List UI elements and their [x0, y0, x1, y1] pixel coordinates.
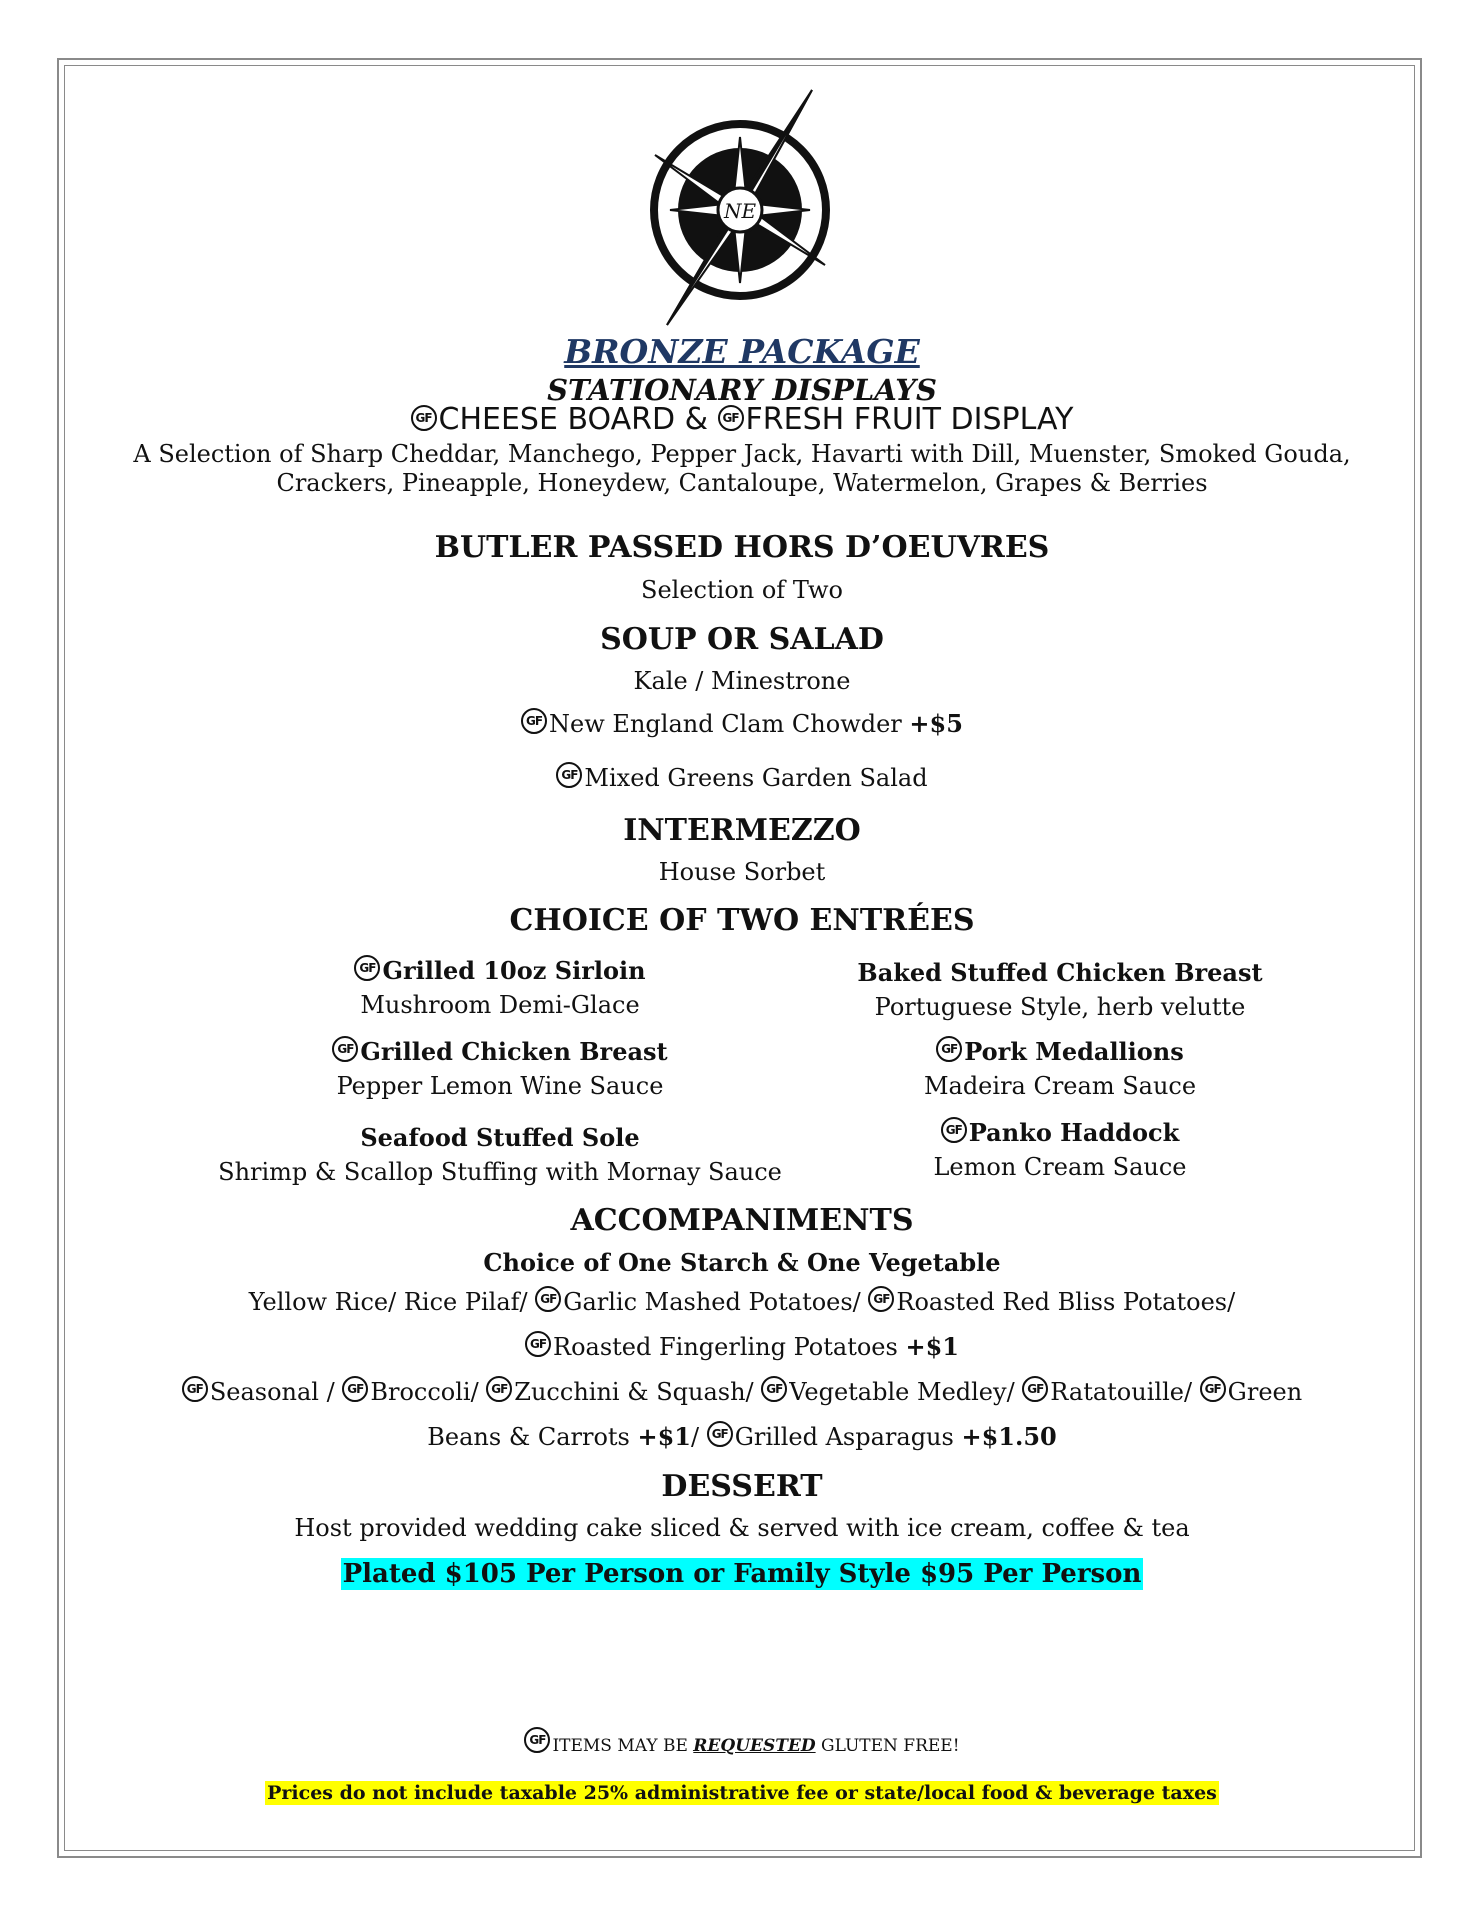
fruit-display-label: FRESH FRUIT DISPLAY [745, 402, 1074, 437]
gf-note-text-end: GLUTEN FREE! [815, 1736, 960, 1756]
pricing-line [0, 1559, 1484, 1589]
starch-options: Yellow Rice/ Rice Pilaf/ [248, 1288, 536, 1316]
asparagus-price: +$1.50 [961, 1422, 1057, 1451]
gf-icon: GF [486, 1376, 512, 1402]
hors-heading: BUTLER PASSED HORS D’OEUVRES [434, 530, 1050, 565]
entree-name-text: Panko Haddock [968, 1118, 1180, 1147]
fingerling-price: +$1 [905, 1332, 959, 1361]
gf-icon: GF [936, 1036, 962, 1062]
soup-item-kale: Kale / Minestrone [633, 667, 851, 695]
stationary-display-line [0, 402, 1484, 437]
stationary-desc-line1: A Selection of Sharp Cheddar, Manchego, Pepper Jack, Havarti with Dill, Muenster, Smoked Gouda, [133, 440, 1351, 468]
gf-icon: GF [718, 405, 744, 431]
entree-name [200, 955, 800, 985]
gf-icon: GF [941, 1117, 967, 1143]
accompaniments-subheading: Choice of One Starch & One Vegetable [483, 1248, 1001, 1277]
accompaniments-line2 [0, 1331, 1484, 1361]
stationary-heading: STATIONARY DISPLAYS [547, 373, 937, 407]
tax-note-line [0, 1782, 1484, 1804]
gf-icon: GF [535, 1286, 561, 1312]
gf-note-text: ITEMS MAY BE [552, 1736, 694, 1756]
zucchini: Zucchini & Squash/ [514, 1378, 762, 1406]
entree-name: Seafood Stuffed Sole [360, 1123, 640, 1152]
pricing-highlight: Plated $105 Per Person or Family Style $95 Per Person [342, 1559, 1142, 1589]
gf-icon: GF [1022, 1376, 1048, 1402]
compass-rose-logo [625, 85, 865, 335]
gf-icon: GF [354, 955, 380, 981]
entree-right-3 [800, 1117, 1320, 1181]
beans-price: +$1 [637, 1422, 691, 1451]
entree-left-2 [200, 1036, 800, 1100]
gf-icon: GF [1200, 1376, 1226, 1402]
accompaniments-line4 [0, 1421, 1484, 1451]
gf-note [0, 1727, 1484, 1756]
entree-name [800, 1117, 1320, 1147]
salad-label: Mixed Greens Garden Salad [584, 764, 928, 792]
entree-name [800, 1036, 1320, 1066]
gf-icon: GF [707, 1421, 733, 1447]
separator: / [691, 1423, 707, 1451]
ratatouille: Ratatouille/ [1050, 1378, 1200, 1406]
accompaniments-heading: ACCOMPANIMENTS [570, 1203, 914, 1238]
entree-desc: Mushroom Demi-Glace [360, 991, 640, 1019]
gf-icon: GF [868, 1286, 894, 1312]
gf-icon: GF [411, 405, 437, 431]
asparagus: Grilled Asparagus [734, 1423, 962, 1451]
entree-desc: Pepper Lemon Wine Sauce [336, 1072, 664, 1100]
garlic-mashed: Garlic Mashed Potatoes/ [563, 1288, 869, 1316]
intermezzo-text: House Sorbet [658, 858, 826, 886]
gf-icon: GF [182, 1376, 208, 1402]
entree-desc: Shrimp & Scallop Stuffing with Mornay Sauce [218, 1158, 782, 1186]
entree-name: Baked Stuffed Chicken Breast [857, 958, 1263, 987]
logo-letters: NE [723, 199, 757, 223]
salad-item [0, 762, 1484, 792]
entree-desc: Portuguese Style, herb velutte [874, 993, 1246, 1021]
accompaniments-line1 [0, 1286, 1484, 1316]
soup-heading: SOUP OR SALAD [600, 622, 884, 657]
entree-left-1 [200, 955, 800, 1019]
accompaniments-line3 [0, 1376, 1484, 1406]
entree-name [200, 1036, 800, 1066]
gf-note-emphasis: REQUESTED [693, 1736, 816, 1756]
gf-icon: GF [556, 762, 582, 788]
dessert-heading: DESSERT [661, 1469, 823, 1504]
seasonal: Seasonal / [209, 1378, 343, 1406]
entree-left-3 [200, 1123, 800, 1186]
entrees-heading: CHOICE OF TWO ENTRÉES [509, 903, 975, 938]
stationary-desc-line2: Crackers, Pineapple, Honeydew, Cantaloupe, Watermelon, Grapes & Berries [276, 469, 1208, 497]
beans-carrots: Beans & Carrots [427, 1423, 638, 1451]
entree-name-text: Grilled 10oz Sirloin [382, 956, 646, 985]
intermezzo-heading: INTERMEZZO [623, 813, 861, 848]
green-beans: Green [1227, 1378, 1303, 1406]
red-bliss: Roasted Red Bliss Potatoes/ [896, 1288, 1236, 1316]
fingerling: Roasted Fingerling Potatoes [553, 1333, 906, 1361]
entree-desc: Lemon Cream Sauce [933, 1153, 1187, 1181]
soup-item-chowder [0, 708, 1484, 738]
gf-icon: GF [524, 1727, 550, 1753]
gf-icon: GF [521, 708, 547, 734]
dessert-text: Host provided wedding cake sliced & served with ice cream, coffee & tea [294, 1514, 1190, 1542]
tax-note: Prices do not include taxable 25% administrative fee or state/local food & beverage taxes [267, 1782, 1217, 1804]
gf-icon: GF [332, 1036, 358, 1062]
gf-icon: GF [761, 1376, 787, 1402]
entree-right-2 [800, 1036, 1320, 1100]
package-title: BRONZE PACKAGE [564, 332, 920, 371]
gf-icon: GF [342, 1376, 368, 1402]
chowder-price: +$5 [909, 709, 963, 738]
chowder-label: New England Clam Chowder [549, 710, 910, 738]
broccoli: Broccoli/ [370, 1378, 487, 1406]
entree-right-1 [800, 958, 1320, 1021]
hors-text: Selection of Two [641, 576, 843, 604]
entree-desc: Madeira Cream Sauce [923, 1072, 1197, 1100]
vegetable-medley: Vegetable Medley/ [789, 1378, 1023, 1406]
entree-name-text: Grilled Chicken Breast [360, 1037, 668, 1066]
gf-icon: GF [525, 1331, 551, 1357]
cheese-board-label: CHEESE BOARD & [438, 402, 718, 437]
entree-name-text: Pork Medallions [964, 1037, 1184, 1066]
